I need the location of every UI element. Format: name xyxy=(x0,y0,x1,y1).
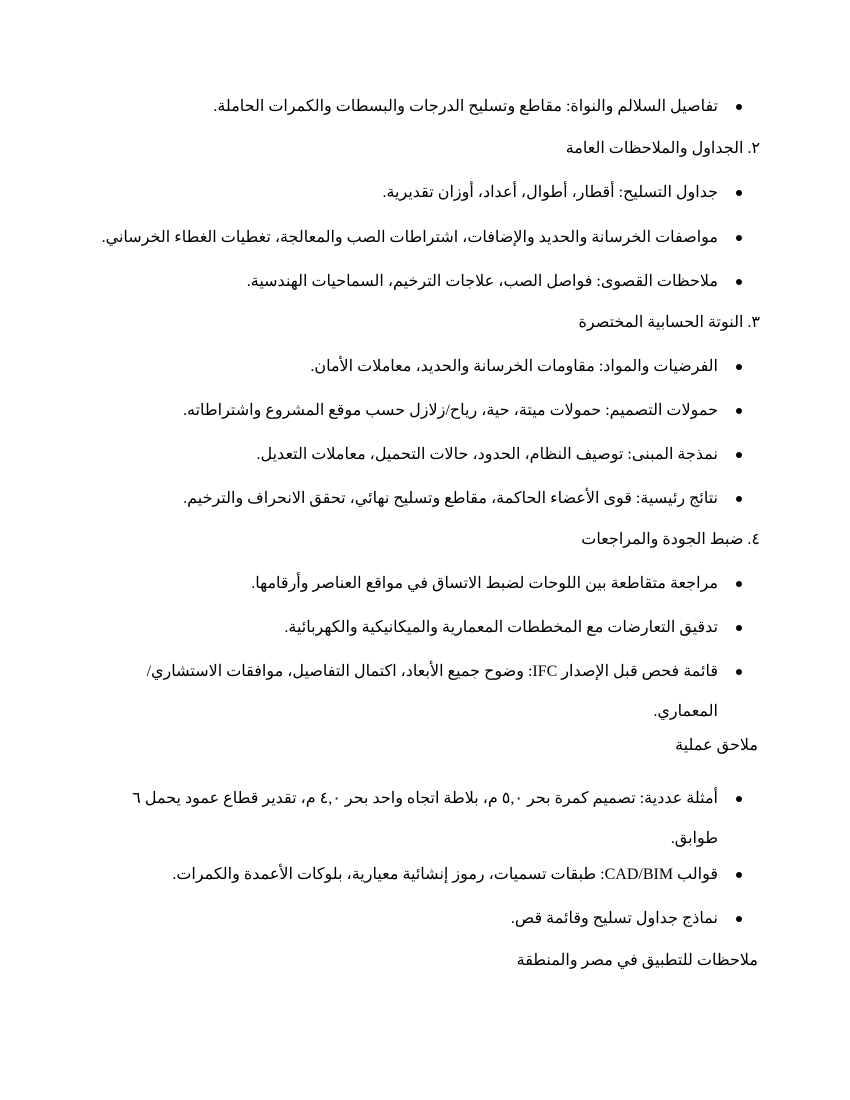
list-item: قائمة فحص قبل الإصدار IFC: وضوح جميع الأبعاد، اكتمال التفاصيل، موافقات الاستشاري/المعماري. xyxy=(146,663,718,720)
list-item: مواصفات الخرسانة والحديد والإضافات، اشتراطات الصب والمعالجة، تغطيات الغطاء الخرساني. xyxy=(101,229,718,246)
list-item: ملاحظات القصوى: فواصل الصب، علاجات الترخيم، السماحيات الهندسية. xyxy=(246,273,718,290)
bullet-dot xyxy=(736,581,742,587)
list-item: حمولات التصميم: حمولات ميتة، حية، رياح/زلازل حسب موقع المشروع واشتراطاته. xyxy=(183,402,718,419)
bullet-dot xyxy=(736,796,742,802)
list-item: تدقيق التعارضات مع المخططات المعمارية والميكانيكية والكهربائية. xyxy=(284,619,718,636)
subheading: ملاحق عملية xyxy=(675,737,758,754)
bullet-dot xyxy=(736,669,742,675)
section-number: ٤. xyxy=(747,531,760,548)
list-item: نتائج رئيسية: قوى الأعضاء الحاكمة، مقاطع وتسليح نهائي، تحقق الانحراف والترخيم. xyxy=(183,490,718,507)
bullet-dot xyxy=(736,916,742,922)
section-title: الجداول والملاحظات العامة xyxy=(565,140,744,157)
section-heading xyxy=(581,529,760,551)
bullet-dot xyxy=(736,872,742,878)
list-item: أمثلة عددية: تصميم كمرة بحر ٥,٠ م، بلاطة اتجاه واحد بحر ٤,٠ م، تقدير قطاع عمود يحمل ٦ طوابق. xyxy=(132,790,718,847)
bullet-dot xyxy=(736,496,742,502)
section-heading xyxy=(566,138,760,160)
section-title: النوتة الحسابية المختصرة xyxy=(578,314,744,331)
section-number: ٢. xyxy=(747,140,760,157)
list-item: قوالب CAD/BIM: طبقات تسميات، رموز إنشائية معيارية، بلوكات الأعمدة والكمرات. xyxy=(172,866,718,883)
bullet-dot xyxy=(736,190,742,196)
bullet-dot xyxy=(736,104,742,110)
section-number: ٣. xyxy=(747,314,760,331)
bullet-dot xyxy=(736,408,742,414)
list-item: نماذج جداول تسليح وقائمة قص. xyxy=(510,910,718,927)
bullet-dot xyxy=(736,235,742,241)
list-item: نمذجة المبنى: توصيف النظام، الحدود، حالات التحميل، معاملات التعديل. xyxy=(256,446,718,463)
bullet-dot xyxy=(736,279,742,285)
list-item: تفاصيل السلالم والنواة: مقاطع وتسليح الدرجات والبسطات والكمرات الحاملة. xyxy=(213,98,718,115)
list-item: مراجعة متقاطعة بين اللوحات لضبط الاتساق في مواقع العناصر وأرقامها. xyxy=(251,575,718,592)
section-heading xyxy=(578,312,760,334)
section-title: ضبط الجودة والمراجعات xyxy=(581,531,744,548)
bullet-dot xyxy=(736,364,742,370)
list-item: الفرضيات والمواد: مقاومات الخرسانة والحديد، معاملات الأمان. xyxy=(310,358,718,375)
subheading: ملاحظات للتطبيق في مصر والمنطقة xyxy=(516,952,758,969)
bullet-dot xyxy=(736,625,742,631)
list-item: جداول التسليح: أقطار، أطوال، أعداد، أوزان تقديرية. xyxy=(382,184,718,201)
bullet-dot xyxy=(736,452,742,458)
